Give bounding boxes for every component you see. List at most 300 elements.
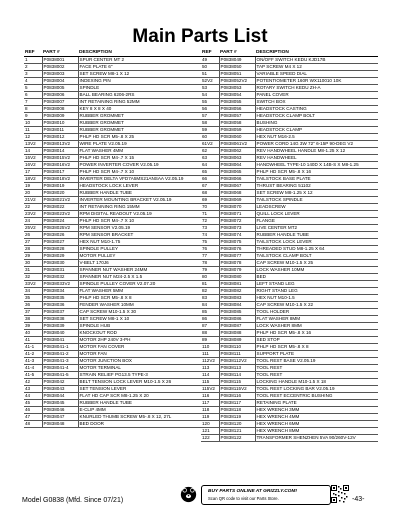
description-cell: ROTARY SWITCH KEDU ZH-A [255,85,378,92]
ref-cell: 122 [201,435,219,442]
ref-cell: 118 [201,407,219,414]
part-number-cell: P0838006 [42,92,78,99]
part-number-cell: P0838068 [219,190,255,197]
description-cell: FLAT HD CAP SCR M8-1.25 X 20 [78,393,201,400]
description-cell: PHLP HD SCR M5-.8 X 8 [78,295,201,302]
description-cell: TAILSTOCK CLAMP BOLT [255,253,378,260]
table-row [24,358,201,365]
ref-cell: 11 [24,127,42,134]
ref-cell: 15V2 [24,155,42,162]
description-cell: PHLP HD SCR M5-.8 X 8 [255,344,378,351]
description-cell: SPUR CENTER MT 2 [78,57,201,64]
description-cell: TAILSTOCK SPINDLE [255,197,378,204]
part-number-cell: P0838062 [219,148,255,155]
scan-qr-text: Scan QR code to visit our Parts Store. [208,496,279,501]
ref-cell: 117 [201,400,219,407]
table-row [201,239,378,246]
description-cell: RUBBER GROMMET [78,113,201,120]
ref-cell: 23V2 [24,211,42,218]
ref-cell: 89 [201,337,219,344]
table-row [24,211,201,218]
ref-cell: 88 [201,330,219,337]
description-cell: MOTOR TERMINAL [78,365,201,372]
ref-cell: 57 [201,113,219,120]
table-row [201,106,378,113]
ref-cell: 22 [24,204,42,211]
table-row [24,407,201,414]
part-number-cell: P0838042 [42,379,78,386]
part-number-cell: P0838082 [219,288,255,295]
description-cell: CAP SCREW M10-1.5 X 25 [255,260,378,267]
ref-cell: 30 [24,260,42,267]
description-cell: SUPPORT PLATE [255,351,378,358]
description-cell: VARIABLE SPEED DIAL [255,71,378,78]
ref-cell: 10 [24,120,42,127]
ref-cell: 111 [201,351,219,358]
table-row [24,106,201,113]
table-row [24,148,201,155]
description-cell: E-CLIP 4MM [78,407,201,414]
description-cell: TOOL REST [255,372,378,379]
table-row [24,190,201,197]
part-number-cell: P0838035 [42,295,78,302]
table-row [24,288,201,295]
table-row [24,365,201,372]
table-row [24,57,201,64]
table-row [24,379,201,386]
ref-cell: 48 [24,421,42,428]
ref-cell: 76 [201,246,219,253]
part-number-cell: P0838037 [42,309,78,316]
part-number-cell: P0838076 [219,246,255,253]
description-cell: PHLP HD SCR M5-.8 X 25 [78,134,201,141]
description-cell: LEADSCREW [255,204,378,211]
description-cell: INVERTER DELTA VFD7A5MS21ANSAA V2.05.19 [78,176,201,183]
part-number-cell: P0838050 [219,64,255,71]
description-cell: PHLP HD SCR M5-.8 X 16 [255,169,378,176]
ref-cell: 32 [24,274,42,281]
table-row [201,148,378,155]
description-cell: TAP SCREW M4 X 12 [255,64,378,71]
table-row [24,99,201,106]
table-row [201,288,378,295]
description-cell: RPM DIGITAL READOUT V2.05.19 [78,211,201,218]
description-cell: HEADSTOCK CASTING [255,106,378,113]
description-cell: STRAIN RELIEF PG13.5 TYPE-3 [78,372,201,379]
qr-code-icon[interactable] [331,485,349,503]
ref-cell: 28 [24,246,42,253]
description-cell: KNURLED THUMB SCREW M5-.8 X 12, 27L [78,414,201,421]
ref-cell: 115V2 [201,386,219,393]
table-row [24,421,201,428]
ref-cell: 44 [24,393,42,400]
ref-cell: 65 [201,169,219,176]
table-row [24,316,201,323]
part-number-cell: P0838118 [219,407,255,414]
ref-cell: 112V2 [201,358,219,365]
table-row [201,57,378,64]
table-row [201,435,378,442]
description-cell: TOOL HOLDER [255,309,378,316]
description-cell: SPINDLE PULLEY [78,246,201,253]
ref-cell: 110 [201,344,219,351]
ref-cell: 86 [201,316,219,323]
description-cell: FENDER WASHER 10MM [78,302,201,309]
ref-cell: 7 [24,99,42,106]
ref-cell: 71 [201,211,219,218]
part-number-cell: P0838060 [219,134,255,141]
description-cell: HEX WRENCH 4MM [255,414,378,421]
part-number-cell: P0838057 [219,113,255,120]
ref-cell: 27 [24,239,42,246]
table-row [24,78,201,85]
description-cell: SET TENSION LEVER [78,386,201,393]
ref-cell: 3 [24,71,42,78]
table-row [24,141,201,148]
part-number-cell: P0838004 [42,78,78,85]
table-row [24,232,201,239]
part-number-cell: P0838052V2 [219,78,255,85]
part-number-cell: P0838014 [42,148,78,155]
buy-parts-banner[interactable] [201,485,331,505]
part-number-cell: P0838085 [219,309,255,316]
table-row [201,337,378,344]
ref-cell: 63 [201,155,219,162]
description-cell: BUSHING [255,120,378,127]
part-number-cell: P0838016V2 [42,162,78,169]
description-cell: REV HANDWHEEL [255,155,378,162]
ref-cell: 52V2 [201,78,219,85]
ref-cell: 113 [201,365,219,372]
part-number-cell: P0838115 [219,379,255,386]
ref-cell: 1 [24,57,42,64]
ref-cell: 74 [201,232,219,239]
table-row [24,218,201,225]
table-row [24,414,201,421]
description-cell: LIVE CENTER MT2 [255,225,378,232]
part-number-cell: P0838041-5 [42,372,78,379]
description-cell: RETAINING PLATE [255,400,378,407]
description-cell: HEADSTOCK CLAMP BOLT [255,113,378,120]
parts-table-left [24,49,198,428]
table-row [24,85,201,92]
table-row [201,127,378,134]
table-row [201,211,378,218]
ref-cell: 67 [201,183,219,190]
description-cell: TAILSTOCK LOCK LEVER [255,239,378,246]
table-row [201,225,378,232]
description-cell: LOCK WASHER 8MM [255,323,378,330]
part-number-cell: P0838002 [42,64,78,71]
part-number-cell: P0838054 [219,92,255,99]
description-cell: INVERTER MOUNTING BRACKET V2.05.19 [78,197,201,204]
part-number-cell: P0838061V2 [219,141,255,148]
ref-cell: 36 [24,302,42,309]
description-cell: BED [255,274,378,281]
part-number-cell: P0838041-3 [42,358,78,365]
description-cell: LOCK WASHER 10MM [255,267,378,274]
part-number-cell: P0838066 [219,176,255,183]
description-cell: POWER INVERTER COVER V2.05.19 [78,162,201,169]
part-number-cell: P0838065 [219,169,255,176]
part-number-cell: P0838045 [42,400,78,407]
ref-cell: 29 [24,253,42,260]
part-number-cell: P0838051 [219,71,255,78]
part-number-cell: P0838040 [42,330,78,337]
description-cell: TAILSTOCK BASE PLATE [255,176,378,183]
table-row [201,204,378,211]
part-number-cell: P0838010 [42,120,78,127]
table-row [201,302,378,309]
description-cell: SPINDLE [78,85,201,92]
ref-cell: 66 [201,176,219,183]
ref-cell: 41-3 [24,358,42,365]
table-row [201,407,378,414]
part-number-cell: P0838070 [219,204,255,211]
part-number-cell: P0838053 [219,85,255,92]
ref-cell: 78 [201,260,219,267]
part-number-cell: P0838069 [219,197,255,204]
part-number-cell: P0838026 [42,232,78,239]
part-number-cell: P0838079 [219,267,255,274]
part-number-cell: P0838022 [42,204,78,211]
description-cell: WIRE PLATE V2.05.19 [78,141,201,148]
ref-cell: 53 [201,85,219,92]
part-number-cell: P0838032 [42,274,78,281]
table-row [24,253,201,260]
part-number-cell: P0838117 [219,400,255,407]
part-number-cell: P0838039 [42,323,78,330]
description-cell: INT RETAINING RING 15MM [78,204,201,211]
table-row [24,92,201,99]
part-number-cell: P0838046 [42,407,78,414]
description-cell: ON/OFF SWITCH KEDU KJD17B [255,57,378,64]
ref-cell: 81 [201,281,219,288]
description-cell: FLAT WASHER 4MM [78,148,201,155]
description-cell: SPINDLE HUB [78,323,201,330]
table-row [24,225,201,232]
description-cell: HEX NUT M10-1.5 [255,295,378,302]
part-number-cell: P0838025V2 [42,225,78,232]
table-row [201,162,378,169]
ref-cell: 79 [201,267,219,274]
description-cell: FLAT WASHER 5MM [78,288,201,295]
table-row [201,309,378,316]
part-number-cell: P0838115V2 [219,386,255,393]
part-number-cell: P0838072 [219,218,255,225]
table-row [201,295,378,302]
header-part: PART # [219,49,255,57]
table-row [201,421,378,428]
part-number-cell: P0838018V2 [42,176,78,183]
part-number-cell: P0838017 [42,169,78,176]
table-row [201,372,378,379]
part-number-cell: P0838001 [42,57,78,64]
part-number-cell: P0838078 [219,260,255,267]
table-row [24,204,201,211]
table-row [201,260,378,267]
part-number-cell: P0838036 [42,302,78,309]
description-cell: HEX WRENCH 3MM [255,407,378,414]
description-cell: TOOL REST BASE V2.05.19 [255,358,378,365]
table-row [24,183,201,190]
description-cell: PHLP HD SCR M4-.7 X 15 [78,155,201,162]
header-description: DESCRIPTION [255,49,378,57]
ref-cell: 56 [201,106,219,113]
description-cell: HEADSTOCK LOCK LEVER [78,183,201,190]
ref-cell: 58 [201,120,219,127]
description-cell: POTENTIOMETER 160R WX110010 10K [255,78,378,85]
ref-cell: 33V2 [24,281,42,288]
description-cell: REV HANDWHEEL HANDLE M8-1.25 X 12 [255,148,378,155]
table-row [201,113,378,120]
ref-cell: 43 [24,386,42,393]
description-cell: THRUST BEARING 51102 [255,183,378,190]
description-cell: MOTOR PULLEY [78,253,201,260]
ref-cell: 19 [24,183,42,190]
ref-cell: 82 [201,288,219,295]
table-row [201,253,378,260]
description-cell: CAP SCREW M10-1.5 X 30 [78,309,201,316]
table-row [24,323,201,330]
description-cell: HANDWHEEL TYPE-10 140D X 14B-S X M8-1.25 [255,162,378,169]
ref-cell: 18V2 [24,176,42,183]
table-row [24,127,201,134]
part-number-cell: P0838055 [219,99,255,106]
description-cell: SPINDLE PULLEY COVER V2.07.20 [78,281,201,288]
description-cell: RUBBER HANDLE TUBE [255,232,378,239]
description-cell: HEX WRENCH 8MM [255,428,378,435]
description-cell: TOOL REST LOCKING BAR V2.05.19 [255,386,378,393]
part-number-cell: P0838031 [42,267,78,274]
ref-cell: 87 [201,323,219,330]
part-number-cell: P0838056 [219,106,255,113]
part-number-cell: P0838019 [42,183,78,190]
table-row [24,337,201,344]
model-label: Model G0838 (Mfd. Since 07/21) [22,497,124,504]
part-number-cell: P0838012 [42,134,78,141]
table-row [201,274,378,281]
buy-parts-text: BUY PARTS ONLINE AT GRIZZLY.COM! [208,489,298,494]
table-row [24,302,201,309]
description-cell: SET SCREW M8-1.25 X 12 [255,190,378,197]
description-cell: MOTOR JUNCTION BOX [78,358,201,365]
parts-table-right [201,49,375,442]
table-row [24,393,201,400]
part-number-cell: P0838027 [42,239,78,246]
ref-cell: 84 [201,302,219,309]
table-row [201,344,378,351]
ref-cell: 35 [24,295,42,302]
ref-cell: 64 [201,162,219,169]
table-row [24,267,201,274]
table-row [24,309,201,316]
part-number-cell: P0838122 [219,435,255,442]
part-number-cell: P0838013V2 [42,141,78,148]
description-cell: MOTOR FAN COVER [78,344,201,351]
table-row [201,78,378,85]
part-number-cell: P0838034 [42,288,78,295]
part-number-cell: P0838028 [42,246,78,253]
ref-cell: 2 [24,64,42,71]
description-cell: RPM SENSOR BRACKET [78,232,201,239]
description-cell: SED STOP [255,337,378,344]
ref-cell: 40 [24,330,42,337]
part-number-cell: P0838003 [42,71,78,78]
table-row [201,400,378,407]
description-cell: SET SCREW M8-1 X 12 [78,71,201,78]
description-cell: INT RETAINING RING 52MM [78,99,201,106]
part-number-cell: P0838081 [219,281,255,288]
table-row [24,351,201,358]
part-number-cell: P0838015V2 [42,155,78,162]
description-cell: SET SCREW M8-1 X 10 [78,316,201,323]
ref-cell: 38 [24,316,42,323]
ref-cell: 41 [24,337,42,344]
table-row [201,99,378,106]
description-cell: HEADSTOCK CLAMP [255,127,378,134]
ref-cell: 24 [24,218,42,225]
ref-cell: 31 [24,267,42,274]
part-number-cell: P0838067 [219,183,255,190]
header-ref: REF [24,49,42,57]
part-number-cell: P0838071 [219,211,255,218]
table-row [201,92,378,99]
part-number-cell: P0838049 [219,57,255,64]
part-number-cell: P0838048 [42,421,78,428]
table-row [201,85,378,92]
table-row [201,197,378,204]
part-number-cell: P0838009 [42,113,78,120]
ref-cell: 68 [201,190,219,197]
table-row [24,246,201,253]
part-number-cell: P0838030 [42,260,78,267]
table-row [201,183,378,190]
table-row [201,414,378,421]
ref-cell: 46 [24,407,42,414]
ref-cell: 4 [24,78,42,85]
ref-cell: 5 [24,85,42,92]
ref-cell: 34 [24,288,42,295]
table-row [201,134,378,141]
description-cell: BELT TENSION LOCK LEVER M10-1.5 X 26 [78,379,201,386]
table-row [24,386,201,393]
part-number-cell: P0838047 [42,414,78,421]
part-number-cell: P0838120 [219,421,255,428]
description-cell: PHLP HD SCR M4-.7 X 10 [78,169,201,176]
ref-cell: 41-1 [24,344,42,351]
part-number-cell: P0838041-1 [42,344,78,351]
description-cell: SWITCH BOX [255,99,378,106]
ref-cell: 42 [24,379,42,386]
ref-cell: 50 [201,64,219,71]
ref-cell: 6 [24,92,42,99]
table-row [24,64,201,71]
description-cell: RUBBER HANDLE TUBE [78,190,201,197]
ref-cell: 114 [201,372,219,379]
ref-cell: 121 [201,428,219,435]
description-cell: RPM SENSOR V2.05.19 [78,225,201,232]
ref-cell: 75 [201,239,219,246]
part-number-cell: P0838074 [219,232,255,239]
ref-cell: 85 [201,309,219,316]
description-cell: RUBBER GROMMET [78,127,201,134]
part-number-cell: P0838112V2 [219,358,255,365]
table-row [24,295,201,302]
ref-cell: 25V2 [24,225,42,232]
ref-cell: 21V2 [24,197,42,204]
table-row [24,120,201,127]
